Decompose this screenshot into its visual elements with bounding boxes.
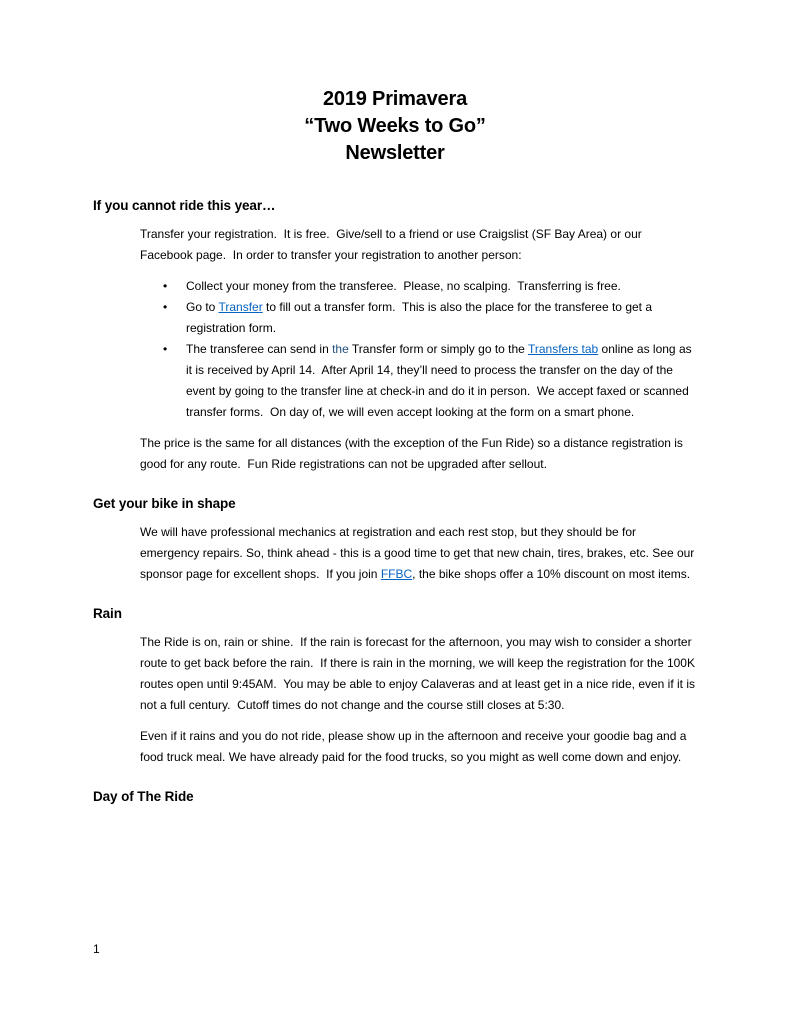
paragraph-mechanics <box>140 522 697 585</box>
section-transfer-body <box>140 224 697 475</box>
section-rain-body <box>140 632 697 768</box>
title-newsletter-line: Newsletter <box>345 142 445 164</box>
list-item-transfer-form <box>186 297 697 339</box>
paragraph-rain-goodie-bag: Even if it rains and you do not ride, please show up in the afternoon and receive your goodie bag and a food truck meal. We have already paid for the food trucks, so you might as well come down and enjoy. <box>140 729 690 764</box>
heading-get-bike-in-shape: Get your bike in shape <box>93 496 236 511</box>
heading-day-of-ride: Day of The Ride <box>93 789 194 804</box>
paragraph-rain-policy: The Ride is on, rain or shine. If the rain is forecast for the afternoon, you may wish to consider a shorter route to get back before the rain. If there is rain in the morning, we will keep the registration for the 100K routes open until 9:45AM. You may be able to enjoy Calaveras and at least get in a nice ride, even if it is not a full century. Cutoff times do not change and the course still closes at 5:30. <box>140 635 699 712</box>
paragraph-transfer-intro: Transfer your registration. It is free. Give/sell to a friend or use Craigslist (SF Bay Area) or our Facebook page. In order to transfer your registration to another person: <box>140 227 646 262</box>
paragraph-text: We will have professional mechanics at registration and each rest stop, but they should be for emergency repairs. So, think ahead - this is a good time to get that new chain, tires, brakes, etc. See our sponsor page for excellent shops. If you join <box>140 525 698 581</box>
paragraph-price: The price is the same for all distances (with the exception of the Fun Ride) so a distance registration is good for any route. Fun Ride registrations can not be upgraded after sellout. <box>140 436 687 471</box>
bullet-text: Collect your money from the transferee. Please, no scalping. Transferring is free. <box>186 279 621 293</box>
bullet-text: The transferee can send in <box>186 342 333 356</box>
section-bike-body <box>140 522 697 585</box>
bullet-text: online as long as it is received by April 14. After April 14, they’ll need to process the transfer on the day of the event by going to the transfer line at check-in and do it in person. We accept faxed or scanned transfer forms. On day of, we will even accept looking at the form on a smart phone. <box>186 342 695 419</box>
highlighted-word: the <box>332 342 349 356</box>
bullet-text: Transfer form or simply go to the <box>348 342 528 356</box>
heading-rain: Rain <box>93 606 122 621</box>
title-subtitle-line: “Two Weeks to Go” <box>304 115 486 137</box>
transfers-tab-link[interactable]: Transfers tab <box>527 342 599 356</box>
newsletter-title <box>93 86 697 167</box>
bullet-text: to fill out a transfer form. This is also the place for the transferee to get a registration form. <box>186 300 656 335</box>
list-item-transferee-send <box>186 339 697 423</box>
page-number: 1 <box>93 942 100 956</box>
heading-if-you-cannot-ride: If you cannot ride this year… <box>93 198 276 213</box>
title-year-line: 2019 Primavera <box>323 88 467 110</box>
transfer-link[interactable]: Transfer <box>218 300 263 314</box>
transfer-instructions-list <box>186 276 697 423</box>
list-item-collect-money <box>186 276 697 297</box>
bullet-text: Go to <box>186 300 219 314</box>
ffbc-link[interactable]: FFBC <box>380 567 413 581</box>
paragraph-text: , the bike shops offer a 10% discount on most items. <box>412 567 691 581</box>
